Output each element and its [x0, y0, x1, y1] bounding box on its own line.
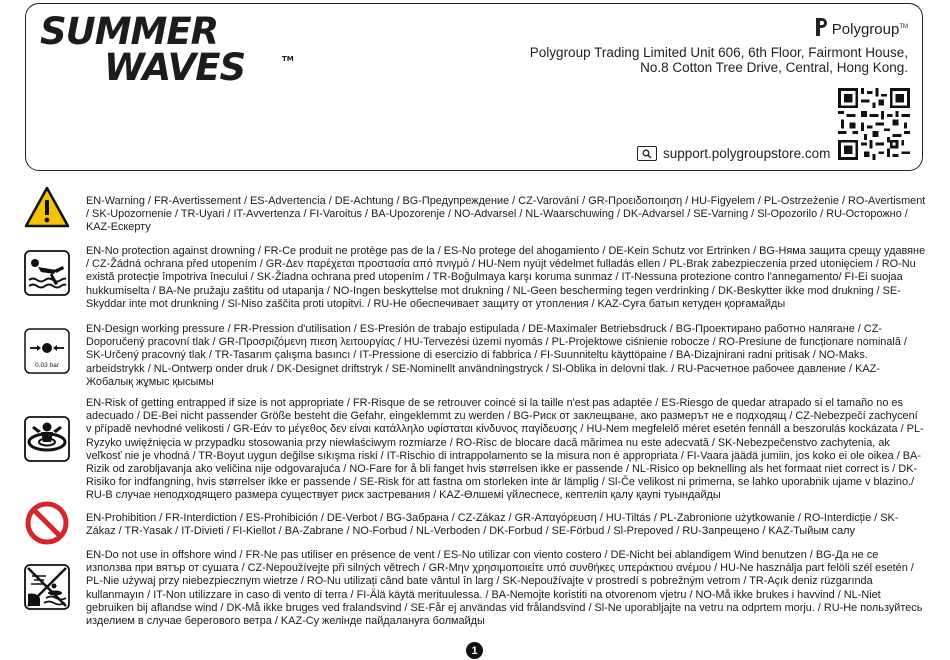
prohibition-icon	[24, 500, 70, 551]
entrapment-text: EN-Risk of getting entrapped if size is not appropriate / FR-Risque de se retrouver coincé si la taille n'est pas adaptée / ES-Riesgo de quedar atrapado si el tamaño no es adecuado / DE-Bei nicht passender Größe besteht die Gefahr, eingeklemmt zu werden / BG-Риск от заклещване, ако размерът не е подходящ / CZ-Nebezpečí zachycení v případě nevhodné velikosti / GR-Εάν το μέγεθος δεν είναι κατάλληλο υφίσταται κίνδυνος παγίδευσης / HU-Nem megfelelő méret esetén fennáll a beszorulás kockázata / PL-Ryzyko uwięźnięcia w przypadku stosowania przy niewłaściwym rozmiarze / RO-Risc de blocare dacă mărimea nu este adecvată / SK-Nebezpečenstvo zachytenia, ak veľkosť nie je vhodná / TR-Boyut uygun değilse sıkışma riski / IT-Rischio di intrappolamento se la misura non è appropriata / FI-Vaara jäädä jumiin, jos koko ei ole oikea / BA-Rizik od zarobljavanja ako veličina nije odgovarajuća / NO-Fare for å bli fanget hvis størrelsen ikke er passende / NL-Risico op beknelling als het formaat niet correct is / DK-Risiko for indfangning, hvis størrelser ikke er passende / SE-Risk för att fastna om storleken inte är lämplig / Sl-Če velikost ni primerna, se lahko uporabnik ujame v blazino./ RU-В случае неподходящего размера существует риск застревания / KAZ-Өлшемі үйлеспесе, кептеліп қалу қаупі туындайды	[86, 397, 924, 502]
brand-name: Polygroup	[831, 21, 900, 38]
polygroup-brand	[814, 17, 908, 42]
pressure-gauge-icon	[24, 328, 70, 379]
warning-text: EN-Warning / FR-Avertissement / ES-Advertencia / DE-Achtung / BG-Предупреждение / CZ-Varování / GR-Προειδοποιηση / HU-Figyelem / PL-Ostrzeżenie / RO-Avertisment / SK-Upozornenie / TR-Uyari / IT-Avvertenza / FI-Varoitus / BA-Upozorenje / NO-Advarsel / NL-Waarschuwing / DK-Advarsel / SE-Varning / Sl-Opozorilo / RU-Осторожно / KAZ-Ескерту	[86, 195, 926, 234]
support-link[interactable]	[637, 146, 830, 161]
polygroup-logo-icon	[814, 17, 828, 42]
prohibition-text: EN-Prohibition / FR-Interdiction / ES-Prohibición / DE-Verbot / BG-Забрана / CZ-Zákaz / GR-Απαγόρευση / HU-Tiltás / PL-Zabronione użytkowanie / RO-Interdicție / SK-Zákaz / TR-Yasak / IT-Divieti / FI-Kiellot / BA-Zabrane / NO-Forbud / NL-Verboden / DK-Forbud / SE-Förbud / Sl-Prepoved / RU-Запрещено / KAZ-Тыйым салу	[86, 512, 899, 538]
address-line-2: No.8 Cotton Tree Drive, Central, Hong Kong.	[640, 60, 908, 75]
page-number: 1	[466, 642, 483, 659]
logo-trademark: TM	[282, 55, 294, 63]
logo-line-2: WAVES	[104, 46, 246, 89]
warning-triangle-icon	[24, 186, 70, 233]
brand-trademark: TM	[899, 24, 908, 30]
drowning-text: EN-No protection against drowning / FR-Ce produit ne protège pas de la / ES-No protege del ahogamiento / DE-Kein Schutz vor Ertrinken / BG-Няма защита срещу удавяне / CZ-Žádná ochrana před utopením / GR-Δεν παρέχεται προστασία από πνιγμό / HU-Nem nyújt védelmet fulladás ellen / PL-Brak zabezpieczenia przed utonięciem / RO-Nu există protecție împotriva înecului / SK-Žiadna ochrana pred utopením / TR-Boğulmaya karşı koruma sunmaz / IT-Nessuna protezione contro l'annegamento/ FI-Ei suojaa hukkumiselta / BA-Ne pružaju zaštitu od utapanja / NO-Ingen beskyttelse mot drukning / NL-Geen bescherming tegen verdrinking / DK-Beskytter ikke mod drukning / SE-Skyddar inte mot drunkning / Sl-Niso zaščita proti utopitvi. / RU-Не обеспечивает защиту от утопления / KAZ-Суға батып кетуден қорғамайды	[86, 245, 926, 310]
pressure-text: EN-Design working pressure / FR-Pression d'utilisation / ES-Presión de trabajo estipulada / DE-Maximaler Betriebsdruck / BG-Проектирано работно налягане / CZ-Doporučený pracovní tlak / GR-Προσριζόμενη πιεση λειτουργίας / HU-Tervezési üzemi nyomás / PL-Projektowe ciśnienie robocze / RO-Presiune de funcționare nominală / SK-Určený pracovný tlak / TR-Tasarım çalışma basıncı / IT-Pressione di esercizio di fabbrica / FI-Suunniteltu käyttöpaine / BA-Dizajnirani radni pritisak / NO-Maks. arbeidstrykk / NL-Ontwerp onder druk / DK-Designet driftstryk / SE-Nominellt användningstryck / Sl-Oblika in delovni tlak. / RU-Расчетное рабочее давление / KAZ-Жобалық жұмыс қысымы	[86, 323, 907, 388]
qr-code-icon	[838, 88, 910, 160]
offshore-wind-text: EN-Do not use in offshore wind / FR-Ne pas utiliser en présence de vent / ES-No utilizar con viento costero / DE-Nicht bei ablandigem Wind benutzen / BG-Да не се използва при вятър от сушата / CZ-Nepoužívejte při silných větrech / GR-Μην χρησιμοποιείτε υπό συνθήκες υπεράκτιου ανέμου / HU-Ne használja part felöli szél esetén / PL-Nie używaj przy niebezpiecznym wietrze / RO-Nu utilizați când bate vântul în larg / SK-Nepoužívajte v prostredí s pobrežným vetrom / TR-Açık deniz rüzgarında kullanmayın / IT-Non utilizzare in caso di vento di terra / FI-Älä käytä merituulessa. / BA-Nemojte koristiti na otvorenom vjetru / NO-Må ikke brukes i havvind / NL-Niet gebruiken bij aflandse wind / DK-Må ikke bruges ved fralandsvind / SE-Får ej användas vid frålandsvind / Sl-Ne uporabljajte na vetru na odprtem morju. / RU-Не пользуйтесь изделием в случае берегового ветра / KAZ-Су желінде пайдалануға болмайды	[86, 549, 923, 628]
pressure-value-label: 0.03 bar	[35, 362, 59, 369]
drowning-person-icon	[24, 250, 70, 301]
company-address	[530, 45, 908, 75]
search-icon	[637, 146, 657, 161]
support-url[interactable]: support.polygroupstore.com	[663, 146, 831, 161]
entrapment-icon	[24, 416, 70, 467]
logo-line-1: SUMMER	[40, 10, 219, 53]
address-line-1: Polygroup Trading Limited Unit 606, 6th Floor, Fairmont House,	[529, 45, 908, 60]
no-offshore-wind-icon	[24, 564, 70, 615]
